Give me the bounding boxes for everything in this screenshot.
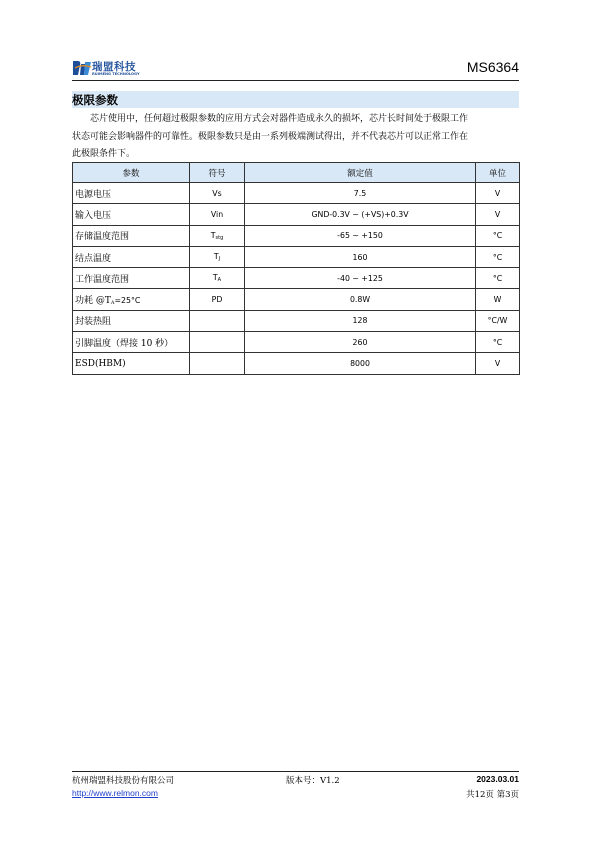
table-row — [73, 310, 520, 331]
logo-mark-icon — [72, 58, 92, 78]
table-row — [73, 225, 520, 246]
table-row — [73, 246, 520, 267]
param-label: 工作温度范围 — [75, 274, 130, 285]
table-row — [73, 332, 520, 353]
company-name: 杭州瑞盟科技股份有限公司 — [72, 776, 175, 786]
rating-cell: GND-0.3V ~ (+VS)+0.3V — [245, 204, 476, 225]
header-divider — [72, 80, 519, 81]
symbol-label: Vs — [212, 188, 222, 198]
paragraph-line: 状态可能会影响器件的可靠性。极限参数只是由一系列极端测试得出，并不代表芯片可以正常工作在 — [72, 131, 469, 142]
symbol-subscript: A — [217, 277, 222, 284]
unit-cell: °C — [476, 332, 520, 353]
rating-cell: -65 ~ +150 — [245, 225, 476, 246]
paragraph-line: 芯片使用中，任何超过极限参数的应用方式会对器件造成永久的损坏，芯片长时间处于极限工作 — [90, 114, 469, 124]
release-date: 2023.03.01 — [476, 774, 519, 784]
unit-cell: °C/W — [476, 310, 520, 331]
logo-text: 瑞盟科技 — [92, 61, 136, 73]
symbol-cell — [190, 183, 245, 204]
table-row — [73, 183, 520, 204]
unit-cell: °C — [476, 268, 520, 289]
version-label: 版本号：V1.2 — [286, 776, 340, 786]
param-cell — [73, 310, 190, 331]
rating-cell: 160 — [245, 246, 476, 267]
symbol-label: PD — [211, 295, 223, 305]
paragraph-line: 此极限条件下。 — [72, 149, 136, 159]
symbol-cell — [190, 332, 245, 353]
unit-cell: V — [476, 353, 520, 374]
footer-divider — [72, 771, 519, 772]
param-cell — [73, 183, 190, 204]
param-label: 引脚温度（焊接 10 秒） — [75, 338, 174, 349]
symbol-cell — [190, 289, 245, 310]
param-label: 输入电压 — [75, 210, 112, 221]
param-cell — [73, 246, 190, 267]
symbol-label: Vin — [210, 209, 224, 219]
unit-cell: °C — [476, 246, 520, 267]
column-header-unit: 单位 — [476, 163, 520, 183]
column-header-symbol: 符号 — [190, 163, 245, 183]
rating-cell: 128 — [245, 310, 476, 331]
intro-paragraph — [72, 111, 519, 164]
page-counter: 共12页 第3页 — [466, 790, 519, 800]
symbol-cell — [190, 353, 245, 374]
table-header-row — [73, 163, 520, 183]
section-heading-bar — [72, 91, 519, 108]
param-label: 封装热阻 — [75, 317, 112, 328]
table-row — [73, 289, 520, 310]
param-cell — [73, 353, 190, 374]
unit-cell: V — [476, 183, 520, 204]
param-label: 存储温度范围 — [75, 232, 130, 243]
symbol-label: T — [213, 252, 219, 262]
column-header-rating: 额定值 — [245, 163, 476, 183]
table-row — [73, 204, 520, 225]
param-cell — [73, 268, 190, 289]
rating-cell: 260 — [245, 332, 476, 353]
symbol-subscript: J — [218, 256, 221, 263]
param-cell — [73, 204, 190, 225]
param-label: 功耗 @T — [75, 296, 111, 307]
rating-cell: -40 ~ +125 — [245, 268, 476, 289]
section-title: 极限参数 — [72, 93, 118, 107]
param-subscript: A — [110, 300, 115, 307]
param-label: 电源电压 — [75, 189, 112, 200]
param-cell — [73, 289, 190, 310]
symbol-label: T — [210, 230, 216, 240]
symbol-cell — [190, 225, 245, 246]
symbol-cell — [190, 310, 245, 331]
param-cell — [73, 332, 190, 353]
symbol-cell — [190, 204, 245, 225]
param-condition: =25°C — [114, 296, 141, 306]
symbol-cell — [190, 246, 245, 267]
unit-cell: V — [476, 204, 520, 225]
unit-cell: W — [476, 289, 520, 310]
company-logo — [72, 58, 142, 80]
unit-cell: °C — [476, 225, 520, 246]
absolute-maximum-ratings-table — [72, 162, 520, 375]
model-number: MS6364 — [466, 59, 519, 75]
symbol-subscript: stg — [215, 234, 224, 241]
symbol-cell — [190, 268, 245, 289]
symbol-label: T — [212, 273, 218, 283]
table-row — [73, 353, 520, 374]
table-row — [73, 268, 520, 289]
rating-cell: 8000 — [245, 353, 476, 374]
logo-subtext: RUIMENG TECHNOLOGY — [92, 72, 140, 76]
param-label: ESD(HBM) — [75, 358, 126, 369]
column-header-param: 参数 — [73, 163, 190, 183]
website-link[interactable]: http://www.relmon.com — [72, 788, 158, 798]
param-label: 结点温度 — [75, 253, 112, 264]
rating-cell: 7.5 — [245, 183, 476, 204]
param-cell — [73, 225, 190, 246]
rating-cell: 0.8W — [245, 289, 476, 310]
